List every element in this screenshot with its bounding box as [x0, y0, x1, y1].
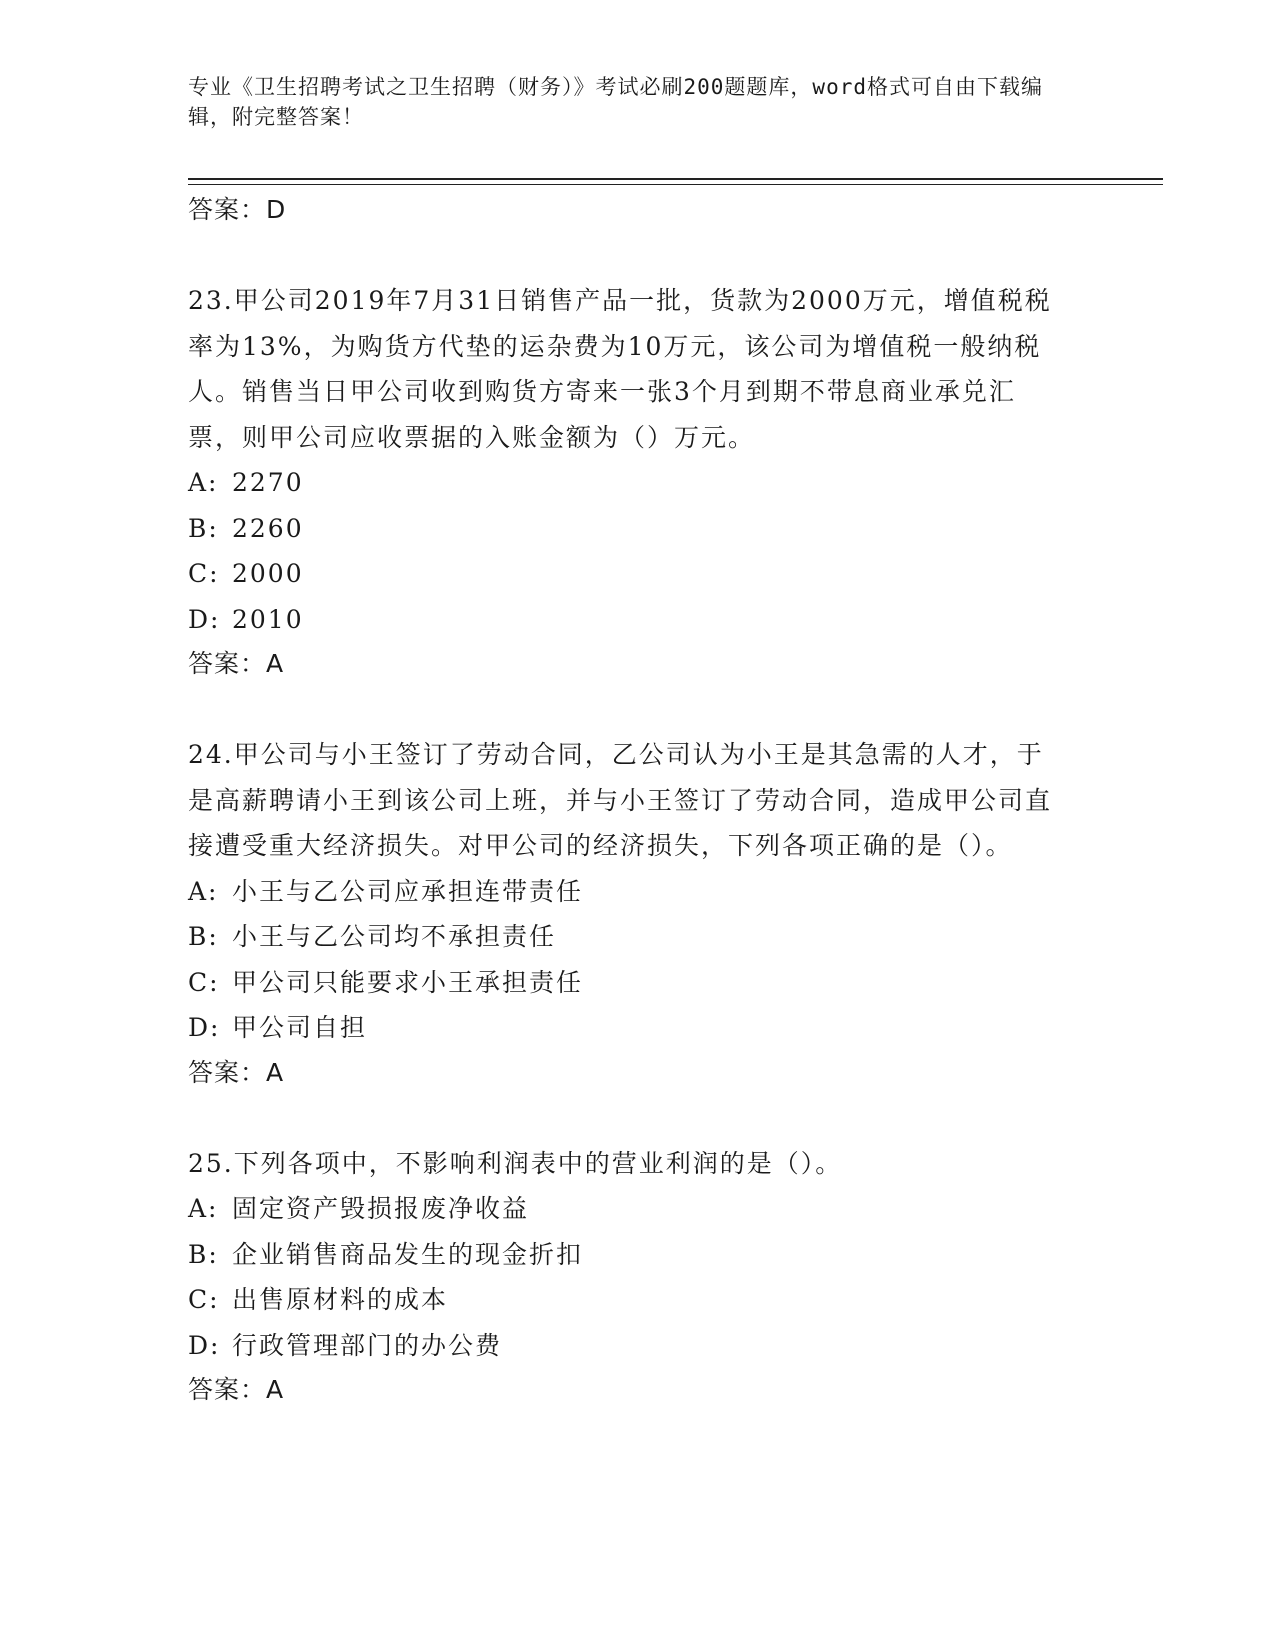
previous-answer: 答案：D [188, 195, 287, 224]
option-text: 行政管理部门的办公费 [232, 1330, 503, 1360]
option-text: 甲公司只能要求小王承担责任 [232, 967, 584, 997]
option-c [188, 960, 1068, 1006]
document-header: 专业《卫生招聘考试之卫生招聘（财务）》考试必刷200题题库，word格式可自由下载编辑，附完整答案！ [188, 75, 1043, 129]
option-text: 小王与乙公司均不承担责任 [232, 922, 557, 951]
option-text: 2010 [232, 604, 304, 634]
option-key: B: [188, 1239, 219, 1269]
option-text: 小王与乙公司应承担连带责任 [232, 876, 584, 906]
option-key: D: [188, 1330, 221, 1360]
option-c [188, 551, 1068, 597]
option-a [188, 869, 1068, 915]
option-a [188, 1186, 1068, 1232]
document-body [188, 188, 1068, 1412]
option-text: 企业销售商品发生的现金折扣 [232, 1239, 584, 1269]
option-a [188, 460, 1068, 506]
option-key: B: [188, 922, 219, 951]
option-key: B: [188, 513, 219, 543]
question-stem: 24.甲公司与小王签订了劳动合同，乙公司认为小王是其急需的人才，于是高薪聘请小王到该公司上班，并与小王签订了劳动合同，造成甲公司直接遭受重大经济损失。对甲公司的经济损失，下列各项正确的是（）。 [188, 740, 1053, 860]
question-stem: 23.甲公司2019年7月31日销售产品一批，货款为2000万元，增值税税率为13%，为购货方代垫的运杂费为10万元，该公司为增值税一般纳税人。销售当日甲公司收到购货方寄来一张3个月到期不带息商业承兑汇票，则甲公司应收票据的入账金额为（）万元。 [188, 286, 1052, 452]
question-stem: 25.下列各项中，不影响利润表中的营业利润的是（）。 [188, 1148, 843, 1178]
option-text: 2000 [232, 559, 304, 588]
question-answer: 答案：A [188, 649, 285, 678]
option-text: 2270 [232, 468, 304, 497]
option-key: A: [188, 876, 219, 906]
option-key: D: [188, 604, 221, 634]
question-24 [188, 732, 1068, 1095]
option-d [188, 597, 1068, 643]
option-d [188, 1005, 1068, 1051]
option-text: 2260 [232, 513, 304, 543]
question-23 [188, 278, 1068, 686]
option-text: 甲公司自担 [232, 1013, 368, 1042]
question-25 [188, 1141, 1068, 1413]
option-b [188, 506, 1068, 552]
option-text: 固定资产毁损报废净收益 [232, 1194, 530, 1223]
option-b [188, 914, 1068, 960]
question-answer: 答案：A [188, 1057, 285, 1087]
option-d [188, 1323, 1068, 1369]
option-key: C: [188, 967, 220, 997]
option-key: A: [188, 468, 219, 497]
header-rule-thin [188, 184, 1163, 185]
header-rule-thick [188, 178, 1163, 180]
option-key: A: [188, 1194, 219, 1223]
question-answer: 答案：A [188, 1375, 285, 1404]
option-b [188, 1232, 1068, 1278]
option-c [188, 1277, 1068, 1323]
option-text: 出售原材料的成本 [232, 1285, 449, 1314]
option-key: D: [188, 1013, 221, 1042]
option-key: C: [188, 1285, 220, 1314]
option-key: C: [188, 559, 220, 588]
